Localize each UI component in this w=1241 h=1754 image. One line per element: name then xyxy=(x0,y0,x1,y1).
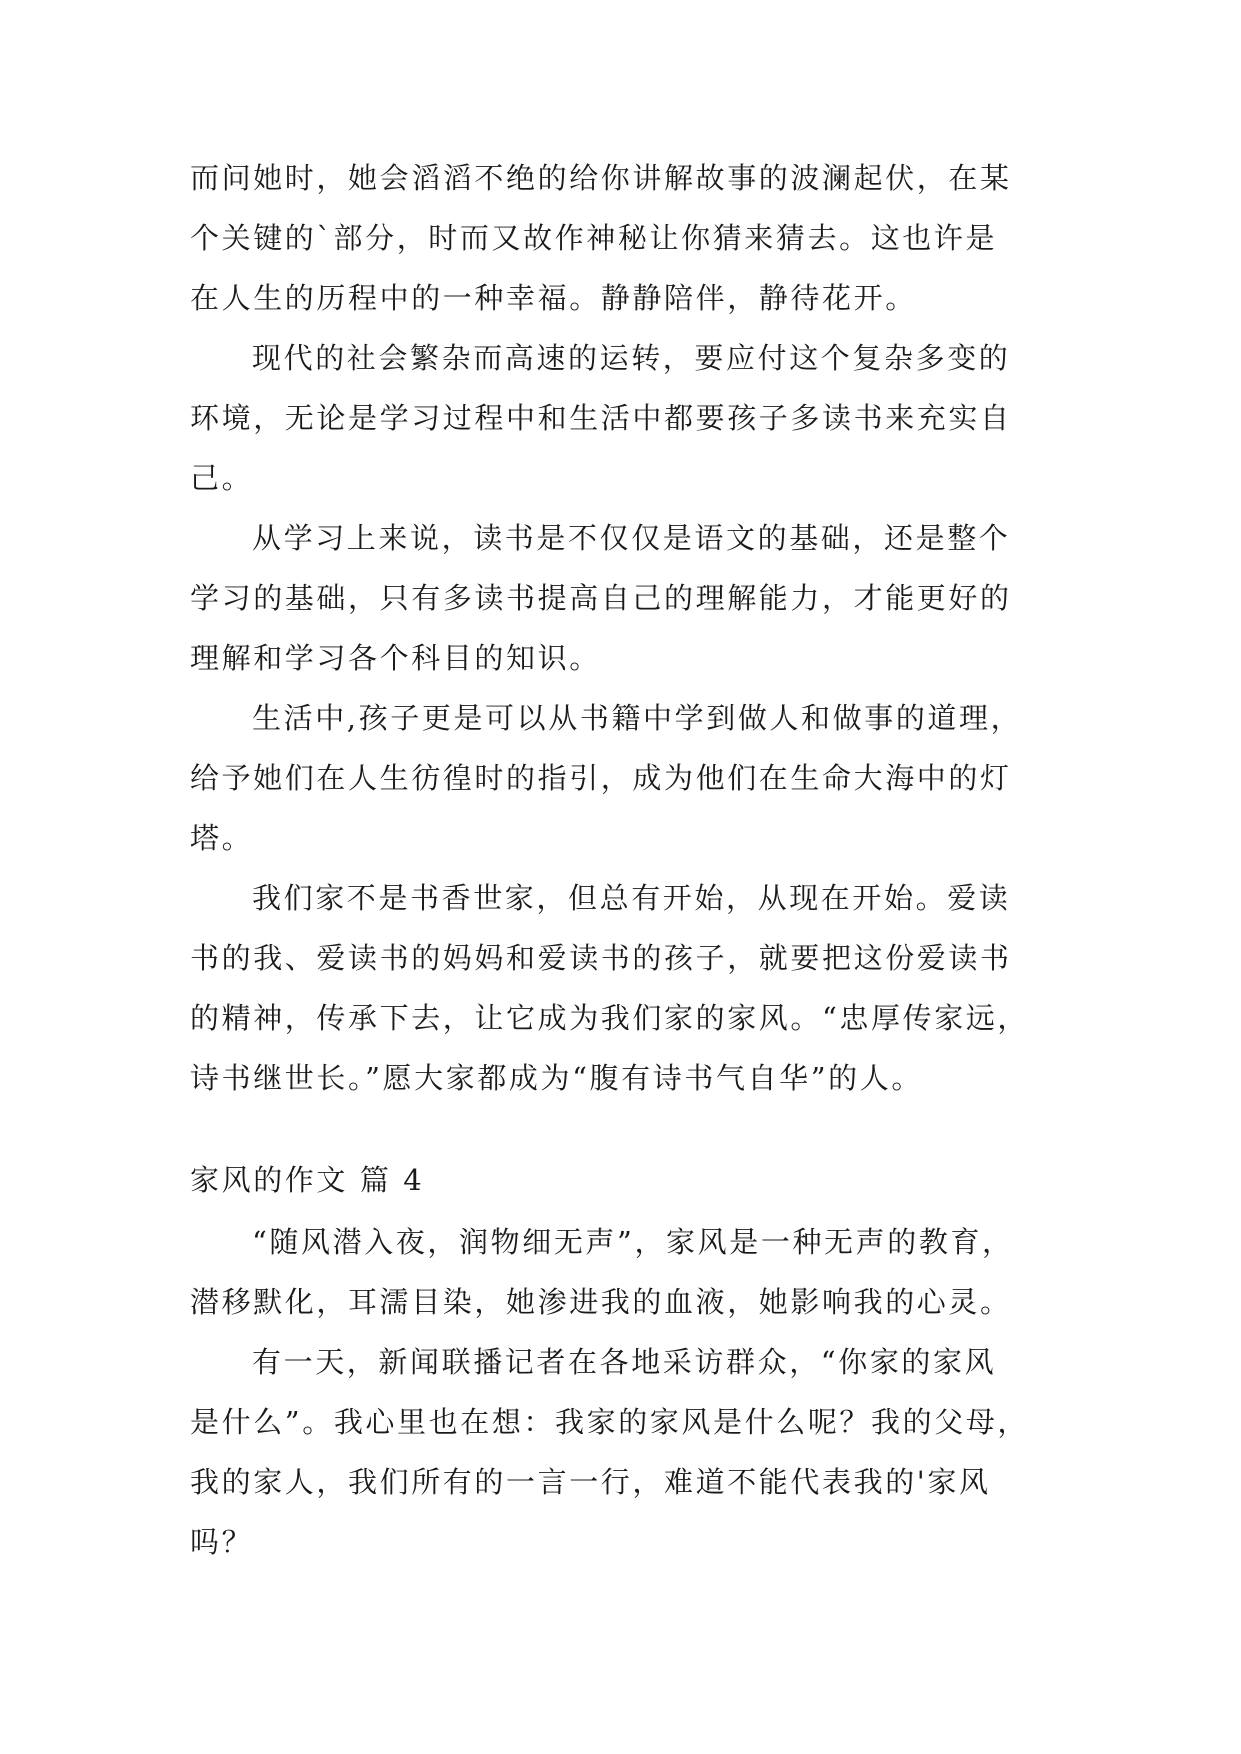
paragraph-5 xyxy=(190,868,1050,1108)
text-line: 己。 xyxy=(190,461,254,495)
text-line: 我的家人，我们所有的一言一行，难道不能代表我的'家风 xyxy=(190,1465,991,1499)
paragraph-6 xyxy=(190,1212,1050,1332)
text-line: 书的我、爱读书的妈妈和爱读书的孩子，就要把这份爱读书 xyxy=(190,941,1012,975)
text-line: 在人生的历程中的一种幸福。静静陪伴，静待花开。 xyxy=(190,281,917,315)
text-line: 学习的基础，只有多读书提高自己的理解能力，才能更好的 xyxy=(190,581,1012,615)
body-text-part-1 xyxy=(190,148,1050,1108)
text-line: 我们家不是书香世家，但总有开始，从现在开始。爱读 xyxy=(252,881,1011,915)
text-line: 现代的社会繁杂而高速的运转，要应付这个复杂多变的 xyxy=(252,341,1011,375)
text-line: 理解和学习各个科目的知识。 xyxy=(190,641,601,675)
text-line: 塔。 xyxy=(190,821,254,855)
paragraph-3 xyxy=(190,508,1050,688)
text-line: 吗？ xyxy=(190,1525,254,1559)
text-line: 诗书继世长。”愿大家都成为“腹有诗书气自华”的人。 xyxy=(190,1061,923,1095)
text-line: 生活中,孩子更是可以从书籍中学到做人和做事的道理， xyxy=(252,701,1023,735)
text-line: 环境，无论是学习过程中和生活中都要孩子多读书来充实自 xyxy=(190,401,1012,435)
text-line: 而问她时，她会滔滔不绝的给你讲解故事的波澜起伏，在某 xyxy=(190,161,1012,195)
text-line: 的精神，传承下去，让它成为我们家的家风。“忠厚传家远， xyxy=(190,1001,1030,1035)
paragraph-2 xyxy=(190,328,1050,508)
paragraph-7 xyxy=(190,1332,1050,1572)
text-line: 潜移默化，耳濡目染，她渗进我的血液，她影响我的心灵。 xyxy=(190,1285,1012,1319)
text-line: 是什么”。我心里也在想：我家的家风是什么呢？我的父母， xyxy=(190,1405,1030,1439)
text-line: “随风潜入夜，润物细无声”，家风是一种无声的教育， xyxy=(252,1225,1014,1259)
body-text-part-2 xyxy=(190,1212,1050,1572)
paragraph-4 xyxy=(190,688,1050,868)
text-line: 给予她们在人生彷徨时的指引，成为他们在生命大海中的灯 xyxy=(190,761,1012,795)
text-line: 从学习上来说，读书是不仅仅是语文的基础，还是整个 xyxy=(252,521,1011,555)
paragraph-1 xyxy=(190,148,1050,328)
text-line: 有一天，新闻联播记者在各地采访群众，“你家的家风 xyxy=(252,1345,997,1379)
section-title: 家风的作文 篇 4 xyxy=(190,1163,425,1197)
text-line: 个关键的`部分，时而又故作神秘让你猜来猜去。这也许是 xyxy=(190,221,998,255)
